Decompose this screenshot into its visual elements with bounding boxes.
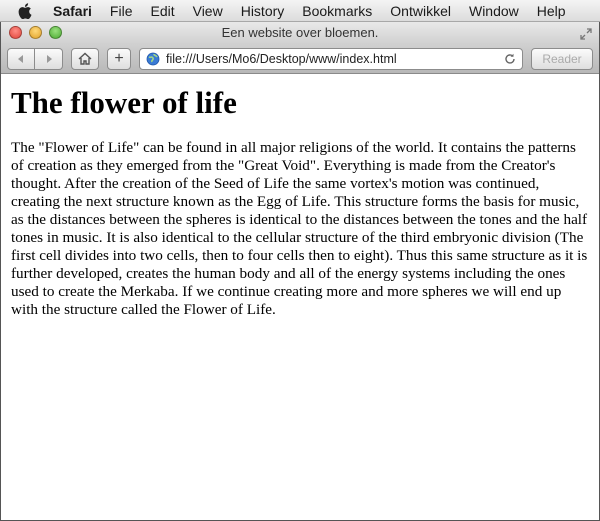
window-controls: [9, 26, 62, 39]
fullscreen-icon[interactable]: [579, 26, 593, 40]
address-bar[interactable]: [139, 48, 523, 70]
add-bookmark-button[interactable]: +: [107, 48, 131, 70]
page-heading: The flower of life: [11, 85, 237, 120]
title-bar: [1, 22, 599, 44]
close-window-button[interactable]: [9, 26, 22, 39]
reload-icon[interactable]: [504, 53, 516, 65]
menu-help[interactable]: Help: [536, 2, 566, 19]
menu-bar: [0, 0, 600, 22]
home-icon: [78, 52, 92, 65]
browser-window: [0, 22, 600, 521]
page-content: [1, 74, 599, 319]
menu-develop[interactable]: Ontwikkel: [390, 2, 451, 19]
globe-icon: [146, 52, 160, 66]
home-button[interactable]: [71, 48, 99, 70]
menu-edit[interactable]: Edit: [150, 2, 175, 19]
nav-buttons: [7, 48, 63, 70]
back-button[interactable]: [7, 48, 35, 70]
forward-button[interactable]: [35, 48, 63, 70]
browser-toolbar: [1, 44, 599, 74]
apple-menu-icon[interactable]: [14, 3, 36, 19]
menu-history[interactable]: History: [240, 2, 285, 19]
menu-safari[interactable]: Safari: [53, 2, 92, 19]
minimize-window-button[interactable]: [29, 26, 42, 39]
reader-button[interactable]: Reader: [531, 48, 593, 70]
menu-file[interactable]: File: [109, 2, 133, 19]
url-input[interactable]: [166, 52, 498, 66]
menu-bookmarks[interactable]: Bookmarks: [302, 2, 373, 19]
page-paragraph: The "Flower of Life" can be found in all major religions of the world. It contains the patterns of creation as they emerged from the "Great Void". Everything is made from the Creator's thought. After the creation of the Seed of Life the same vortex's motion was continued, creating the next structure known as the Egg of Life. This structure forms the basis for music, as the distances between the spheres is identical to the distances between the tones and the half tones in music. It is also identical to the cellular structure of the third embryonic division (The first cell divides into two cells, then to four cells then to eight). Thus this same structure as it is further developed, creates the human body and all of the energy systems including the ones used to create the Merkaba. If we continue creating more and more spheres we will end up with the structure called the Flower of Life.: [11, 139, 588, 319]
zoom-window-button[interactable]: [49, 26, 62, 39]
back-arrow-icon: [16, 54, 26, 64]
window-title: Een website over bloemen.: [221, 25, 379, 40]
menu-window[interactable]: Window: [468, 2, 519, 19]
forward-arrow-icon: [44, 54, 54, 64]
menu-view[interactable]: View: [192, 2, 223, 19]
